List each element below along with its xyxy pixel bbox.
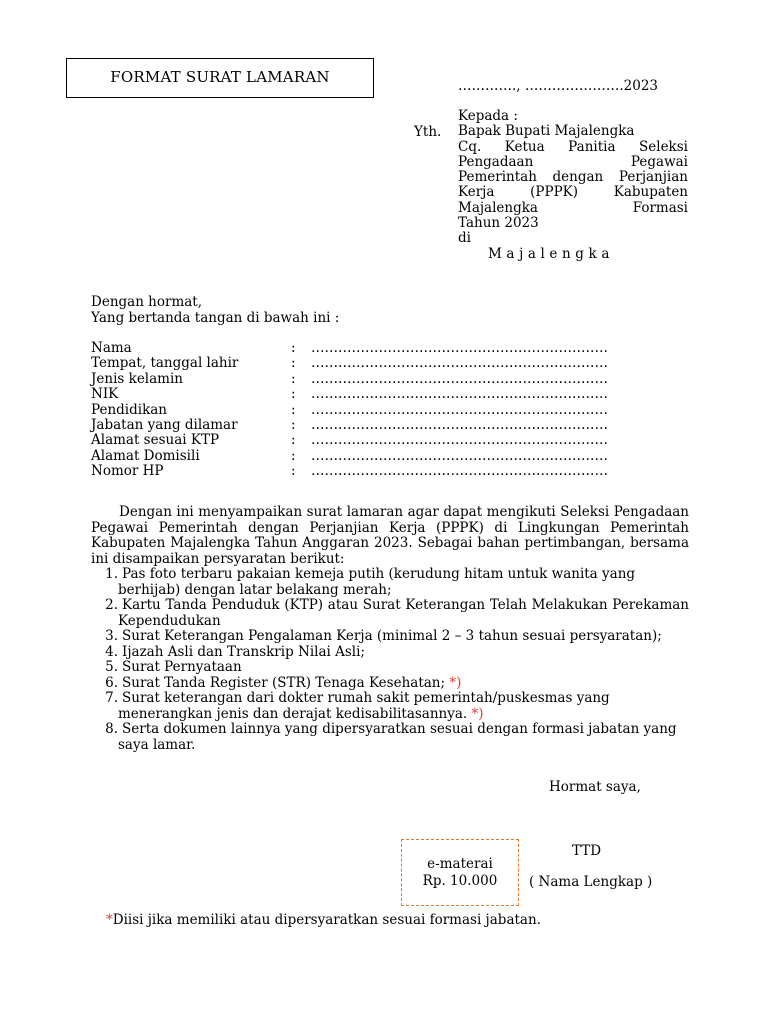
list-text: Kartu Tanda Penduduk (KTP) atau Surat Keterangan Telah Melakukan Perekaman Kependudukan: [118, 597, 689, 629]
list-text: Surat Tanda Register (STR) Tenaga Kesehatan;: [122, 674, 446, 691]
list-number: 2.: [105, 597, 118, 613]
list-item: [91, 676, 689, 692]
greeting-line: Dengan hormat,: [91, 294, 203, 310]
field-blank[interactable]: …………………………………………………………: [311, 356, 608, 372]
field-label: Nomor HP: [91, 463, 164, 480]
list-number: 5.: [105, 659, 118, 675]
field-colon: :: [291, 416, 296, 433]
footnote-asterisk: *: [106, 912, 113, 928]
field-row-nama: [91, 341, 691, 356]
stamp-value: Rp. 10.000: [422, 872, 498, 889]
list-text: Ijazah Asli dan Transkrip Nilai Asli;: [122, 643, 365, 660]
list-number: 8.: [105, 721, 118, 737]
field-blank[interactable]: …………………………………………………………: [311, 371, 608, 387]
field-row-alamat-domisili: [91, 449, 691, 464]
field-colon: :: [291, 401, 296, 418]
list-item: [91, 598, 689, 629]
recipient-address: [458, 109, 688, 262]
field-blank[interactable]: …………………………………………………………: [311, 464, 608, 480]
footnote-text: Diisi jika memiliki atau dipersyaratkan sesuai formasi jabatan.: [112, 912, 541, 928]
field-row-nomor-hp: [91, 464, 691, 479]
field-label: Nama: [91, 340, 132, 356]
applicant-fields: [91, 341, 691, 480]
field-label: Tempat, tanggal lahir: [91, 355, 239, 372]
field-colon: :: [291, 355, 296, 372]
footnote: [106, 913, 541, 929]
field-row-pendidikan: [91, 403, 691, 418]
list-number: 4.: [105, 643, 118, 660]
field-label: Alamat Domisili: [91, 447, 200, 464]
list-item: [91, 567, 689, 598]
field-colon: :: [291, 386, 296, 403]
list-item: [91, 691, 689, 722]
field-label: Alamat sesuai KTP: [91, 432, 220, 449]
field-colon: :: [291, 340, 296, 356]
field-row-nik: [91, 387, 691, 402]
requirements-list: [91, 567, 689, 753]
field-label: Jenis kelamin: [91, 370, 183, 387]
address-city: Majalengka: [488, 245, 614, 262]
address-line: Kerja (PPPK) Kabupaten: [458, 184, 688, 201]
title-box: [66, 58, 374, 98]
list-item: [91, 722, 689, 753]
body-paragraph: [91, 505, 689, 567]
field-label: Pendidikan: [91, 401, 168, 418]
signer-name: ( Nama Lengkap ): [529, 874, 653, 890]
list-number: 6.: [105, 674, 118, 691]
field-colon: :: [291, 463, 296, 480]
field-label: Jabatan yang dilamar: [91, 416, 238, 433]
greeting: [91, 295, 339, 326]
list-number: 7.: [105, 690, 118, 706]
list-number: 3.: [105, 628, 118, 644]
list-text: Serta dokumen lainnya yang dipersyaratkan sesuai dengan formasi jabatan yang saya lamar.: [118, 721, 677, 753]
date-line: …………., ………………….2023: [458, 78, 659, 94]
greeting-line: Yang bertanda tangan di bawah ini :: [91, 309, 340, 326]
list-number: 1.: [105, 566, 118, 582]
body-text: Dengan ini menyampaikan surat lamaran agar dapat mengikuti Seleksi Pengadaan Pegawai Pemerintah dengan Perjanjian Kerja (PPPK) di Lingkungan Pemerintah Kabupaten Majalengka Tahun Anggaran 2023. Sebagai bahan pertimbangan, bersama ini disampaikan persyaratan berikut:: [91, 504, 689, 567]
address-line: di: [458, 230, 471, 247]
list-item: [91, 645, 689, 661]
closing-hormat: Hormat saya,: [549, 779, 641, 795]
document-title: FORMAT SURAT LAMARAN: [110, 68, 330, 87]
field-row-jenis-kelamin: [91, 372, 691, 387]
field-blank[interactable]: …………………………………………………………: [311, 448, 608, 464]
signature-label: TTD: [572, 843, 602, 859]
address-line: Cq. Ketua Panitia Seleksi: [458, 138, 688, 155]
e-materai-box: [401, 839, 519, 906]
address-line: Majalengka Formasi: [458, 199, 688, 216]
field-colon: :: [291, 432, 296, 449]
list-item: [91, 629, 689, 645]
field-blank[interactable]: …………………………………………………………: [311, 402, 608, 418]
stamp-label: e-materai: [427, 855, 493, 872]
field-row-ttl: [91, 356, 691, 371]
footnote-marker: *): [449, 674, 462, 691]
address-line: Tahun 2023: [458, 215, 539, 232]
address-line: Pengadaan Pegawai: [458, 153, 688, 170]
yth-label: Yth.: [414, 124, 442, 140]
list-text: Surat Pernyataan: [122, 659, 242, 675]
footnote-marker: *): [471, 705, 484, 722]
list-text: Surat Keterangan Pengalaman Kerja (minimal 2 – 3 tahun sesuai persyaratan);: [122, 628, 662, 644]
address-line: Kepada :: [458, 108, 518, 124]
field-blank[interactable]: …………………………………………………………: [311, 387, 608, 403]
field-label: NIK: [91, 386, 119, 403]
address-line: Bapak Bupati Majalengka: [458, 123, 635, 140]
field-blank[interactable]: …………………………………………………………: [311, 433, 608, 449]
field-row-alamat-ktp: [91, 433, 691, 448]
field-blank[interactable]: …………………………………………………………: [311, 341, 608, 356]
address-line: Pemerintah dengan Perjanjian: [458, 169, 688, 186]
list-text: Surat keterangan dari dokter rumah sakit pemerintah/puskesmas yang menerangkan jenis dan derajat kedisabilitasannya.: [118, 690, 610, 722]
list-item: [91, 660, 689, 676]
field-row-jabatan: [91, 418, 691, 433]
field-colon: :: [291, 370, 296, 387]
list-text: Pas foto terbaru pakaian kemeja putih (kerudung hitam untuk wanita yang berhijab) dengan latar belakang merah;: [118, 566, 636, 598]
field-blank[interactable]: …………………………………………………………: [311, 417, 608, 433]
field-colon: :: [291, 447, 296, 464]
